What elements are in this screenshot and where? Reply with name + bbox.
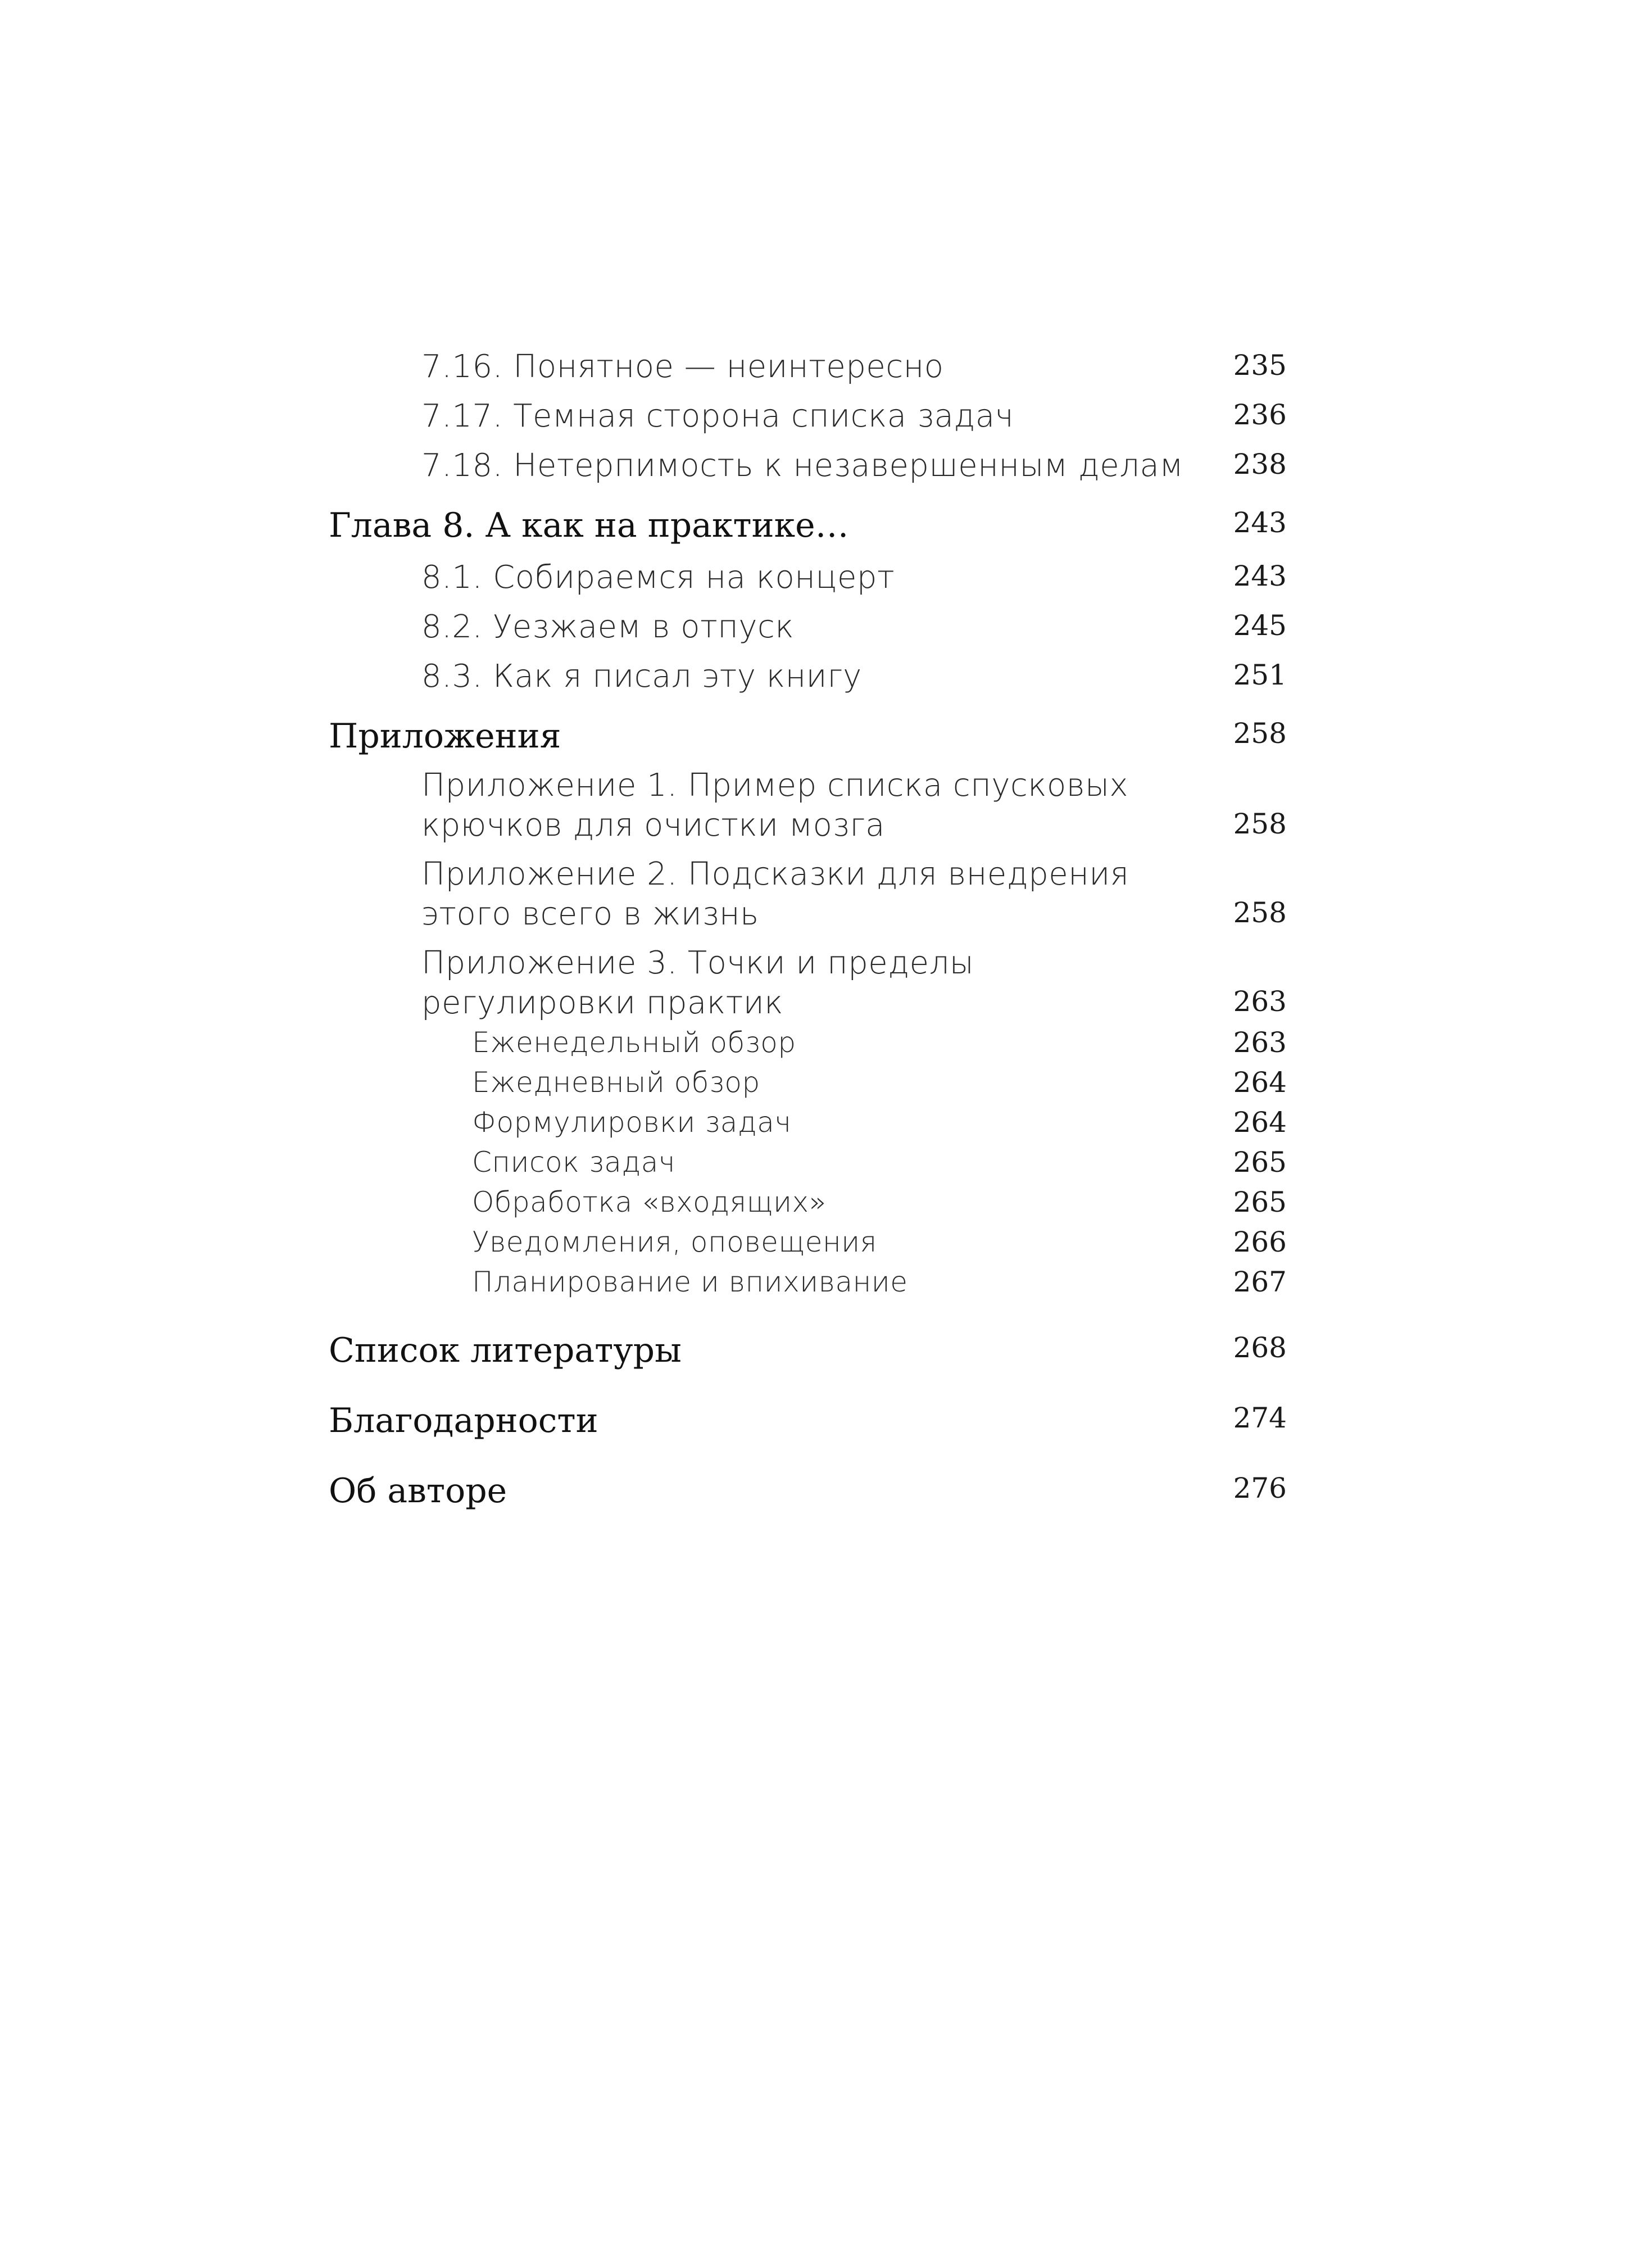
toc-subentry-page: 265	[1233, 1186, 1287, 1218]
toc-entry-page: 238	[1233, 448, 1287, 481]
toc-entry-title-line1: Приложение 1. Пример списка спусковых	[421, 767, 1129, 804]
toc-entry-page: 263	[1233, 985, 1287, 1018]
toc-chapter-title: Благодарности	[329, 1401, 598, 1440]
toc-entry-title-line2: регулировки практик	[421, 985, 783, 1021]
toc-entry-title: 8.2. Уезжаем в отпуск	[421, 609, 795, 645]
toc-subentry-title: Планирование и впихивание	[472, 1266, 908, 1298]
toc-entry-title-line1: Приложение 3. Точки и пределы	[421, 945, 974, 981]
toc-entry-title: 8.1. Собираемся на концерт	[421, 559, 895, 596]
toc-subentry-title: Формулировки задач	[472, 1106, 792, 1139]
toc-subentry-title: Ежедневный обзор	[472, 1066, 760, 1099]
toc-entry-title: 7.18. Нетерпимость к незавершенным делам	[421, 447, 1184, 484]
toc-chapter-title: Глава 8. А как на практике…	[329, 506, 849, 545]
toc-entry-page: 245	[1233, 609, 1287, 642]
toc-chapter-page: 268	[1233, 1331, 1287, 1364]
toc-entry-title: 8.3. Как я писал эту книгу	[421, 658, 862, 695]
toc-subentry-page: 264	[1233, 1106, 1287, 1139]
toc-subentry-page: 265	[1233, 1146, 1287, 1179]
toc-entry-title-line1: Приложение 2. Подсказки для внедрения	[421, 856, 1129, 892]
toc-chapter-page: 276	[1233, 1472, 1287, 1504]
toc-chapter-title: Список литературы	[329, 1331, 682, 1370]
toc-chapter-page: 274	[1233, 1402, 1287, 1434]
toc-subentry-title: Список задач	[472, 1146, 675, 1179]
toc-chapter-title: Приложения	[329, 717, 561, 756]
toc-chapter-title: Об авторе	[329, 1471, 507, 1511]
toc-subentry-page: 263	[1233, 1026, 1287, 1059]
toc-entry-title: 7.16. Понятное — неинтересно	[421, 348, 944, 385]
toc-subentry-title: Еженедельный обзор	[472, 1026, 796, 1059]
toc-entry-page: 258	[1233, 896, 1287, 929]
toc-subentry-title: Уведомления, оповещения	[472, 1226, 877, 1258]
toc-chapter-page: 243	[1233, 506, 1287, 539]
toc-subentry-page: 266	[1233, 1226, 1287, 1258]
toc-entry-title-line2: этого всего в жизнь	[421, 896, 759, 932]
toc-entry-page: 258	[1233, 808, 1287, 840]
toc-chapter-page: 258	[1233, 717, 1287, 750]
toc-subentry-title: Обработка «входящих»	[472, 1186, 827, 1218]
toc-entry-page: 251	[1233, 659, 1287, 691]
toc-entry-title: 7.17. Темная сторона списка задач	[421, 398, 1014, 434]
toc-subentry-page: 264	[1233, 1066, 1287, 1099]
toc-entry-page: 243	[1233, 560, 1287, 592]
toc-entry-page: 235	[1233, 349, 1287, 382]
toc-entry-title-line2: крючков для очистки мозга	[421, 807, 885, 844]
toc-subentry-page: 267	[1233, 1266, 1287, 1298]
toc-entry-page: 236	[1233, 398, 1287, 431]
